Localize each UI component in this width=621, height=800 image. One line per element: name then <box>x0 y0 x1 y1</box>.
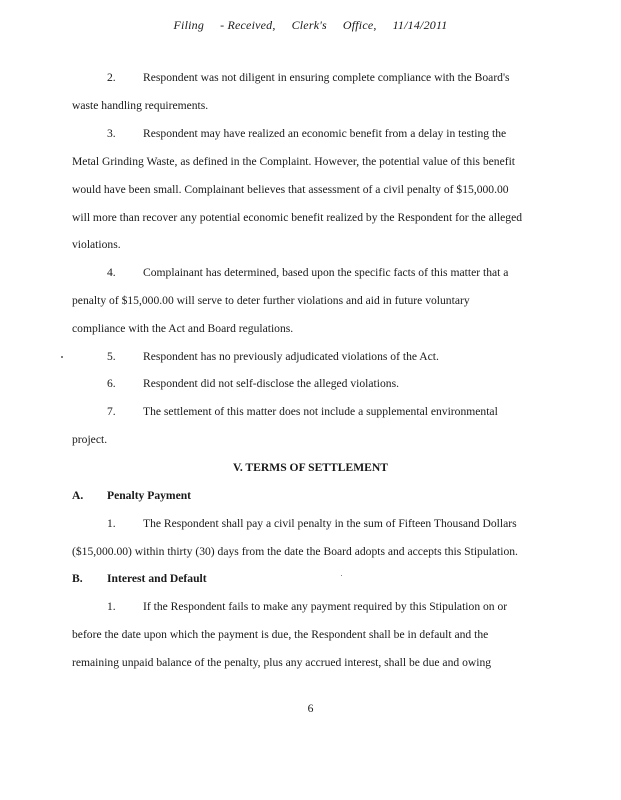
section-heading: V. TERMS OF SETTLEMENT <box>232 461 389 474</box>
paragraph-text: ($15,000.00) within thirty (30) days from the date the Board adopts and accepts this Stipulation. <box>72 545 518 558</box>
scan-speck <box>61 356 63 358</box>
paragraph-text: compliance with the Act and Board regulations. <box>72 322 294 335</box>
paragraph-text: project. <box>72 433 108 446</box>
section-b-letter: B. <box>72 572 83 585</box>
paragraph-text: will more than recover any potential economic benefit realized by the Respondent for the alleged <box>72 211 523 224</box>
page-number: 6 <box>307 702 314 715</box>
paragraph-text: before the date upon which the payment is due, the Respondent shall be in default and the <box>72 628 489 641</box>
paragraph-text: violations. <box>72 238 121 251</box>
header-received: - Received, <box>220 18 276 32</box>
paragraph-text: waste handling requirements. <box>72 99 209 112</box>
paragraph-number: 7. <box>107 405 116 418</box>
paragraph-text: Respondent was not diligent in ensuring complete compliance with the Board's <box>143 71 510 84</box>
paragraph-number: 1. <box>107 600 116 613</box>
header-office: Office, <box>342 18 377 32</box>
paragraph-number: 2. <box>107 71 116 84</box>
paragraph-text: Respondent did not self-disclose the alleged violations. <box>143 377 399 390</box>
section-a-letter: A. <box>72 489 84 502</box>
header-clerks: Clerk's <box>291 18 327 32</box>
paragraph-text: The settlement of this matter does not include a supplemental environmental <box>143 405 498 418</box>
paragraph-number: 6. <box>107 377 116 390</box>
paragraph-text: If the Respondent fails to make any payment required by this Stipulation on or <box>143 600 508 613</box>
paragraph-text: Metal Grinding Waste, as defined in the Complaint. However, the potential value of this benefit <box>72 155 516 168</box>
paragraph-text: Complainant has determined, based upon the specific facts of this matter that a <box>143 266 509 279</box>
scan-speck <box>341 575 342 576</box>
paragraph-number: 3. <box>107 127 116 140</box>
section-b-title: Interest and Default <box>107 572 207 585</box>
header-filing: Filing <box>173 18 205 32</box>
header-date: 11/14/2011 <box>392 18 448 32</box>
section-a-title: Penalty Payment <box>107 489 192 502</box>
paragraph-number: 5. <box>107 350 116 363</box>
paragraph-text: penalty of $15,000.00 will serve to deter further violations and aid in future voluntary <box>72 294 470 307</box>
paragraph-number: 1. <box>107 517 116 530</box>
paragraph-number: 4. <box>107 266 116 279</box>
paragraph-text: remaining unpaid balance of the penalty, plus any accrued interest, shall be due and owing <box>72 656 492 669</box>
paragraph-text: would have been small. Complainant believes that assessment of a civil penalty of $15,000.00 <box>72 183 509 196</box>
paragraph-text: Respondent may have realized an economic benefit from a delay in testing the <box>143 127 507 140</box>
filing-stamp-header <box>0 18 621 33</box>
paragraph-text: The Respondent shall pay a civil penalty in the sum of Fifteen Thousand Dollars <box>143 517 517 530</box>
paragraph-text: Respondent has no previously adjudicated violations of the Act. <box>143 350 439 363</box>
